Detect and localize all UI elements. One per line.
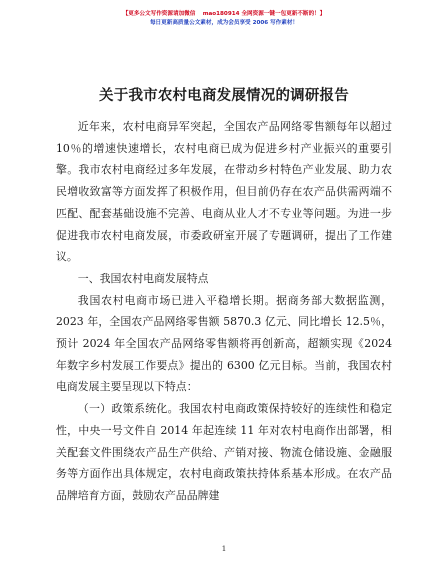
promo-banner-line-2: 每日更新高质量公文素材，成为会员享受 2006 写作素材！ (149, 20, 299, 26)
document-title: 关于我市农村电商发展情况的调研报告 (99, 88, 349, 104)
promo-banner-line-1: 【更多公文写作资源请加微信 ㅤmao180914 全网资源一键一包更新不断的！】 (122, 11, 326, 17)
body-paragraph-2: 我国农村电商市场已进入平稳增长期。据商务部大数据监测，2023 年，全国农产品网络零售额 5870.3 亿元、同比增长 12.5％，预计 2024 年全国农产品网络零售额将再创新高，超额实现《2024 年数字乡村发展工作要点》提出的 6300 亿元目标。当前，我国农村电商发展主要呈现以下特点： (56, 293, 392, 394)
intro-paragraph: 近年来，农村电商异军突起，全国农产品网络零售额每年以超过 10％的增速快速增长，农村电商已成为促进乡村产业振兴的重要引擎。我市农村电商经过多年发展，在带动乡村特色产业发展、助力农民增收致富等方面发挥了积极作用，但目前仍存在农产品供需两端不匹配、配套基础设施不完善、电商从业人才不专业等问题。为进一步促进我市农村电商发展，市委政研室开展了专题调研，提出了工作建议。 (56, 120, 392, 264)
page-number: 1 (221, 544, 227, 553)
promo-banner (0, 10, 448, 28)
body-paragraph-3: （一）政策系统化。我国农村电商政策保持较好的连续性和稳定性，中央一号文件自 2014 年起连续 11 年对农村电商作出部署，相关配套文件围绕农产品生产供给、产销对接、物流仓储设施、金融服务等方面作出具体规定，农村电商政策扶持体系基本形成。在农产品品牌培育方面，鼓励农产品品牌建 (56, 402, 392, 502)
document-body (56, 116, 392, 507)
section-heading-1: 一、我国农村电商发展特点 (77, 271, 209, 285)
